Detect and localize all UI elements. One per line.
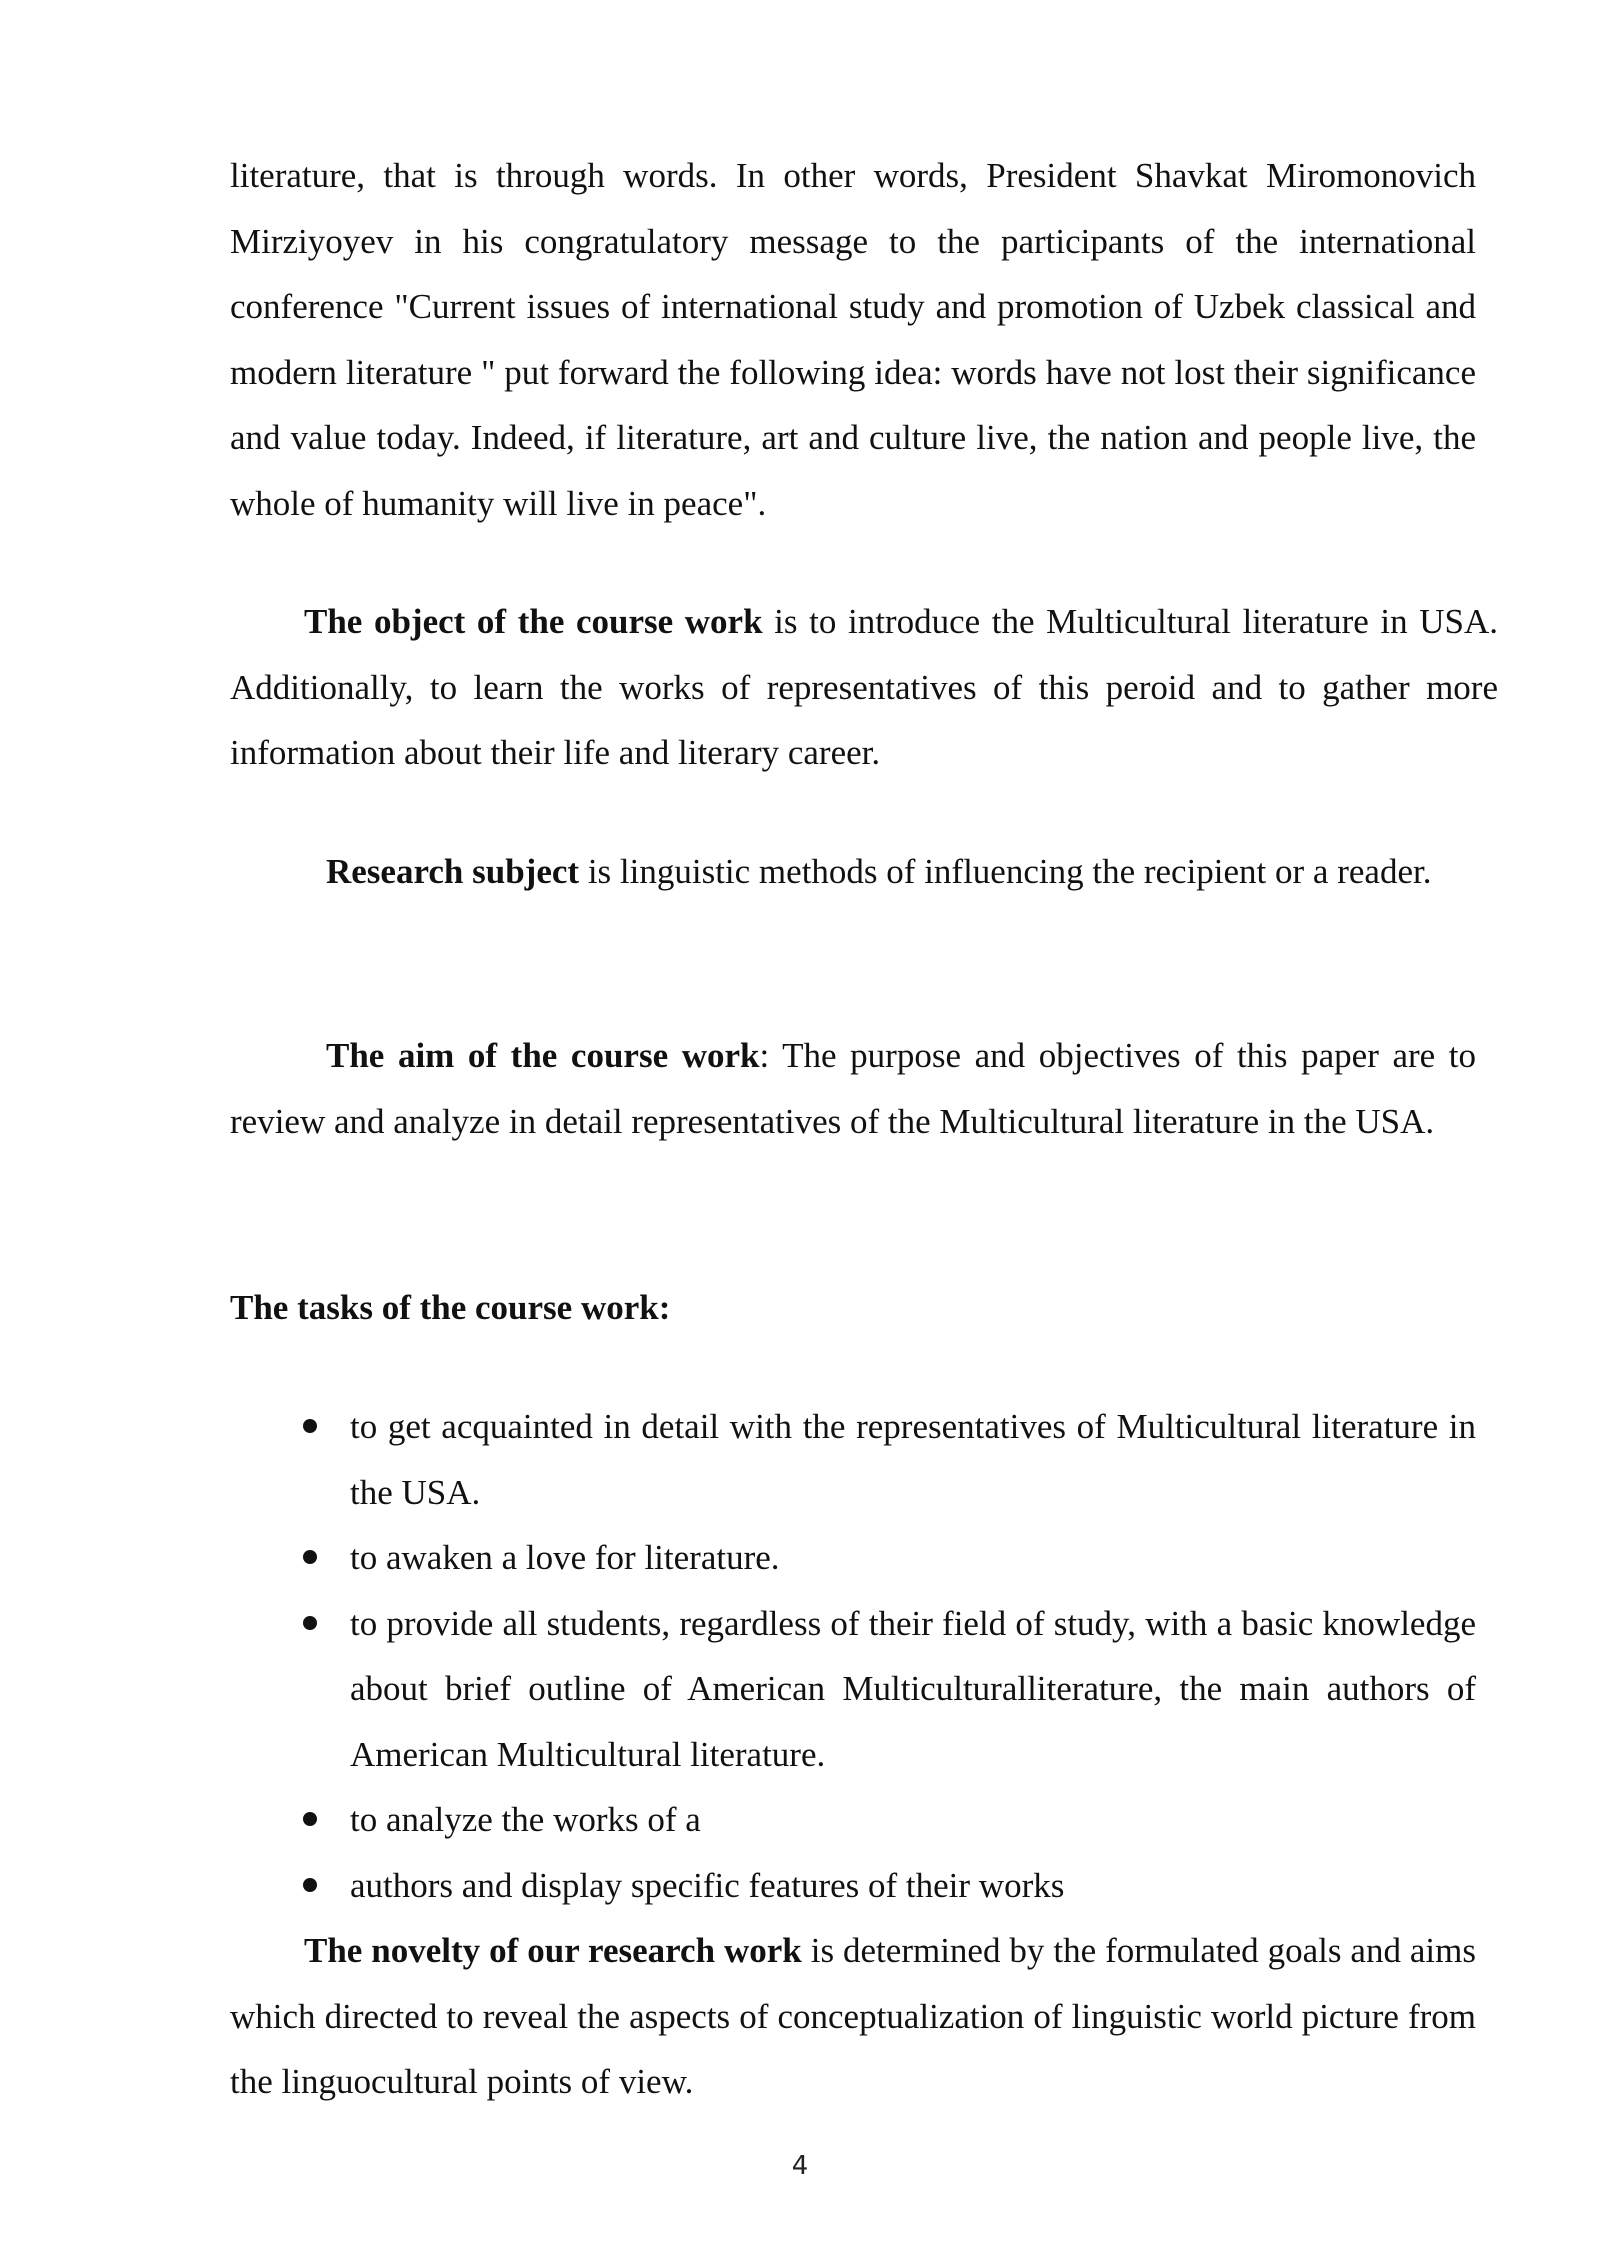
task-text: to provide all students, regardless of their field of study, with a basic knowledge about brief outline of American Multiculturalliterature, the main authors of American Multicultural literature. xyxy=(350,1603,1476,1774)
task-text: authors and display specific features of their works xyxy=(350,1865,1065,1905)
list-item xyxy=(230,1853,1476,1919)
object-label: The object of the course work xyxy=(304,602,763,641)
object-text: is to introduce the Multicultural literature in USA. Additionally, to learn the works of representatives of this peroid and to gather more information about their life and literary career. xyxy=(230,602,1498,772)
tasks-heading-text: The tasks of the course work: xyxy=(230,1288,671,1327)
intro-paragraph xyxy=(230,143,1476,536)
subject-paragraph xyxy=(230,839,1476,905)
subject-text: is linguistic methods of influencing the recipient or a reader. xyxy=(579,852,1432,891)
bullet-icon xyxy=(303,1812,317,1826)
task-text: to analyze the works of a xyxy=(350,1800,701,1839)
tasks-list xyxy=(230,1394,1476,1918)
list-item xyxy=(230,1394,1476,1525)
page-number: 4 xyxy=(791,2151,809,2181)
task-text: to awaken a love for literature. xyxy=(350,1538,780,1577)
bullet-icon xyxy=(303,1550,317,1564)
novelty-label: The novelty of our research work xyxy=(304,1931,802,1970)
aim-paragraph xyxy=(230,1023,1476,1154)
object-paragraph xyxy=(230,589,1498,786)
task-text: to get acquainted in detail with the representatives of Multicultural literature in the USA. xyxy=(350,1407,1476,1512)
aim-text: : The purpose and objectives of this paper are to review and analyze in detail representatives of the Multicultural literature in the USA. xyxy=(230,1036,1476,1141)
novelty-text: is determined by the formulated goals and aims which directed to reveal the aspects of conceptualization of linguistic world picture from the linguocultural points of view. xyxy=(230,1931,1476,2101)
list-item xyxy=(230,1525,1476,1591)
list-item xyxy=(230,1787,1476,1853)
bullet-icon xyxy=(303,1419,317,1433)
list-item xyxy=(230,1591,1476,1788)
bullet-icon xyxy=(303,1878,317,1892)
bullet-icon xyxy=(303,1616,317,1630)
tasks-heading xyxy=(230,1275,1476,1341)
intro-paragraph-text: literature, that is through words. In other words, President Shavkat Miromonovich Mirziyoyev in his congratulatory message to the participants of the international conference "Current issues of international study and promotion of Uzbek classical and modern literature " put forward the following idea: words have not lost their significance and value today. Indeed, if literature, art and culture live, the nation and people live, the whole of humanity will live in peace". xyxy=(230,156,1476,523)
novelty-paragraph xyxy=(230,1918,1476,2115)
subject-label: Research subject xyxy=(326,852,580,891)
aim-label: The aim of the course work xyxy=(326,1036,760,1075)
